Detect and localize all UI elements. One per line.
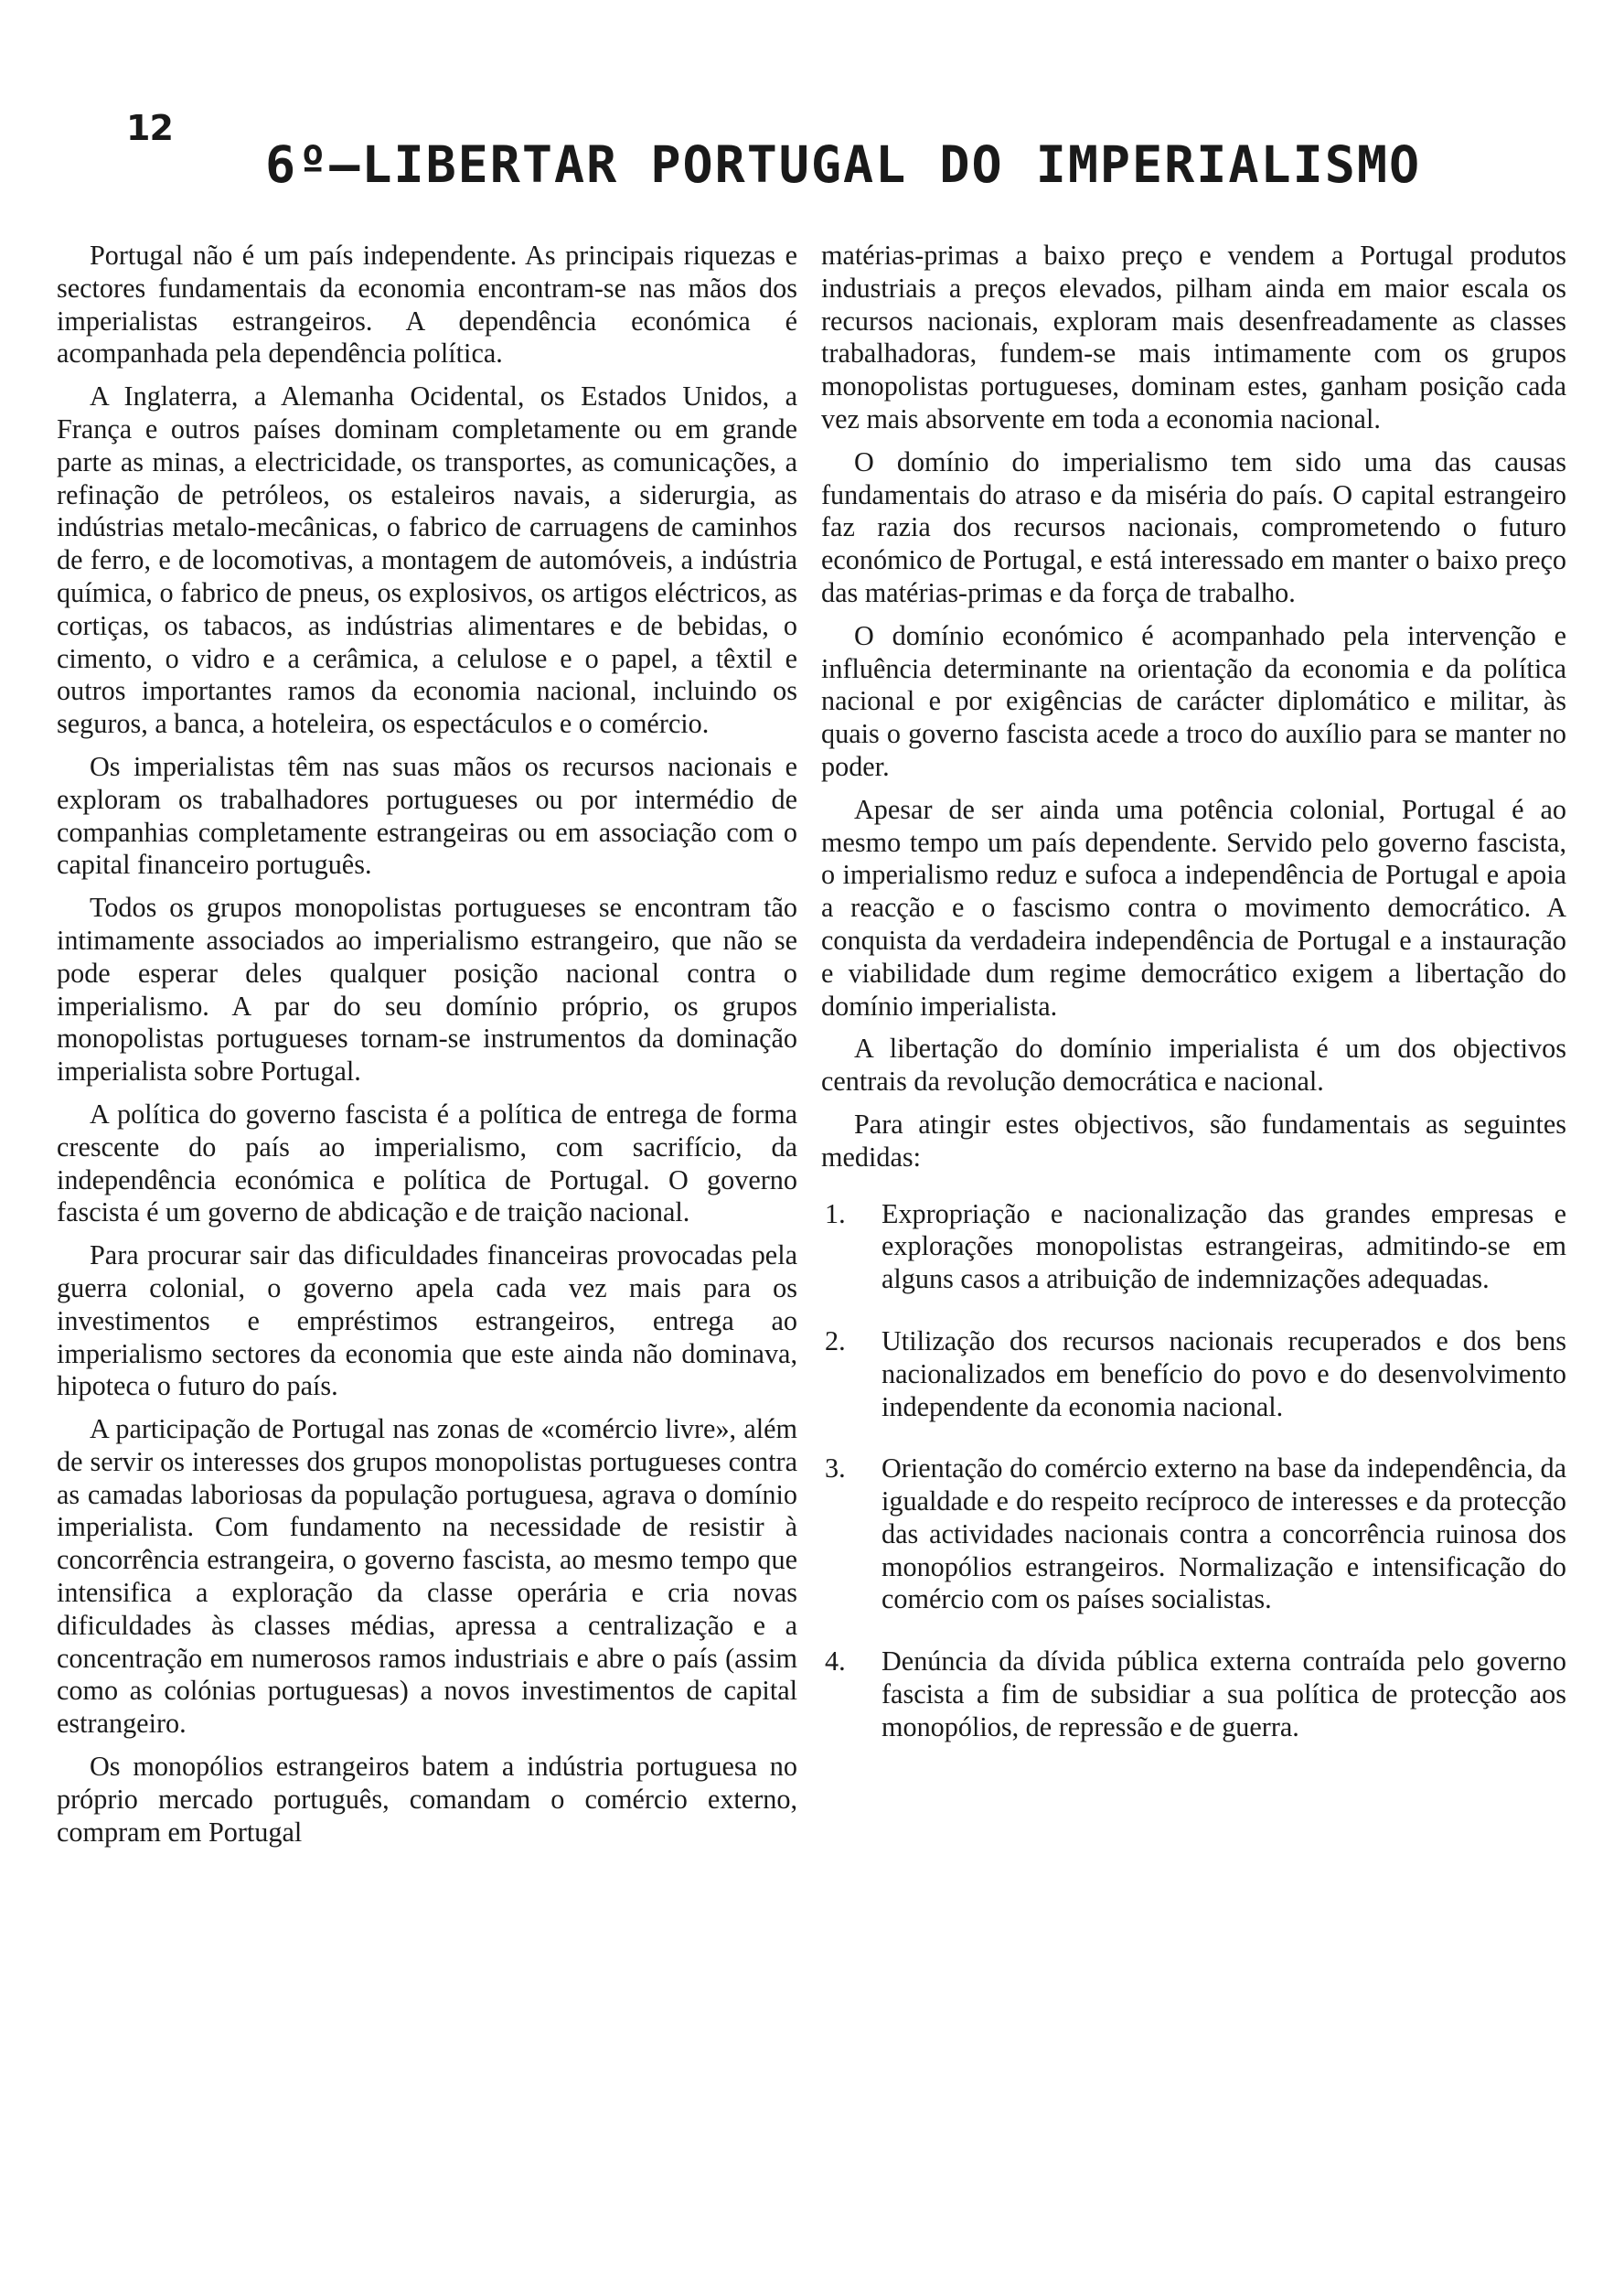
list-item-text: Denúncia da dívida pública externa contraída pelo governo fascista a fim de subsidiar a sua política de protecção aos monopólios, de repressão e de guerra. — [881, 1645, 1566, 1742]
page-title: 6º—LIBERTAR PORTUGAL DO IMPERIALISMO — [265, 135, 1422, 194]
list-item-number: 1. — [825, 1197, 846, 1229]
paragraph: A Inglaterra, a Alemanha Ocidental, os Estados Unidos, a França e outros países dominam completamente ou em grande parte as minas, a electricidade, os transportes, as comunicações, a refinação de petróleos, os estaleiros navais, a siderurgia, as indústrias metalo-mecânicas, o fabrico de carruagens de caminhos de ferro, e de locomotivas, a montagem de automóveis, a indústria química, o fabrico de pneus, os explosivos, os artigos eléctricos, as cortiças, os tabacos, as indústrias alimentares e de bebidas, o cimento, o vidro e a cerâmica, a celulose e o papel, a têxtil e outros importantes ramos da economia nacional, incluindo os seguros, a banca, a hoteleira, os espectáculos e o comércio. — [57, 380, 797, 740]
paragraph: Para procurar sair das dificuldades financeiras provocadas pela guerra colonial, o governo apela cada vez mais para os investimentos e empréstimos estrangeiros, entrega ao imperialismo sectores da economia que este ainda não dominava, hipoteca o futuro do país. — [57, 1239, 797, 1402]
list-item-text: Expropriação e nacionalização das grandes empresas e explorações monopolistas estrangeiras, admitindo-se em alguns casos a atribuição de indemnizações adequadas. — [881, 1197, 1566, 1295]
page-number: 12 — [126, 108, 173, 148]
list-item — [821, 1198, 1566, 1296]
list-item-number: 4. — [825, 1645, 846, 1677]
left-column — [57, 240, 797, 1859]
right-column — [821, 240, 1566, 1774]
paragraph: Os monopólios estrangeiros batem a indústria portuguesa no próprio mercado português, comandam o comércio externo, compram em Portugal — [57, 1751, 797, 1848]
paragraph: Para atingir estes objectivos, são fundamentais as seguintes medidas: — [821, 1108, 1566, 1173]
list-item — [821, 1325, 1566, 1423]
paragraph: matérias-primas a baixo preço e vendem a Portugal produtos industriais a preços elevados, pilham ainda em maior escala os recursos nacionais, exploram mais desenfreadamente as classes trabalhadoras, fundem-se mais intimamente com os grupos monopolistas portugueses, dominam estes, ganham posição cada vez mais absorvente em toda a economia nacional. — [821, 240, 1566, 434]
list-item-number: 3. — [825, 1452, 846, 1484]
paragraph: Portugal não é um país independente. As principais riquezas e sectores fundamentais da economia encontram-se nas mãos dos imperialistas estrangeiros. A dependência económica é acompanhada pela dependência política. — [57, 240, 797, 370]
paragraph: O domínio económico é acompanhado pela intervenção e influência determinante na orientação da economia e da política nacional e por exigências de carácter diplomático e militar, às quais o governo fascista acede a troco do auxílio para se manter no poder. — [821, 619, 1566, 782]
paragraph: Apesar de ser ainda uma potência colonial, Portugal é ao mesmo tempo um país dependente. Servido pelo governo fascista, o imperialismo reduz e sufoca a independência de Portugal e apoia a reacção e o fascismo contra o movimento democrático. A conquista da verdadeira independência de Portugal e a instauração e viabilidade dum regime democrático exigem a libertação do domínio imperialista. — [821, 793, 1566, 1022]
list-item-text: Utilização dos recursos nacionais recuperados e dos bens nacionalizados em benefício do povo e do desenvolvimento independente da economia nacional. — [881, 1324, 1566, 1422]
paragraph: A libertação do domínio imperialista é um dos objectivos centrais da revolução democrática e nacional. — [821, 1033, 1566, 1098]
list-item-text: Orientação do comércio externo na base da independência, da igualdade e do respeito recíproco de interesses e da protecção das actividades nacionais contra a concorrência ruinosa dos monopólios estrangeiros. Normalização e intensificação do comércio com os países socialistas. — [881, 1452, 1566, 1615]
paragraph: A política do governo fascista é a política de entrega de forma crescente do país ao imperialismo, com sacrifício, da independência económica e política de Portugal. O governo fascista é um governo de abdicação e de traição nacional. — [57, 1098, 797, 1228]
paragraph: Os imperialistas têm nas suas mãos os recursos nacionais e exploram os trabalhadores portugueses ou por intermédio de companhias completamente estrangeiras ou em associação com o capital financeiro português. — [57, 750, 797, 881]
list-item-number: 2. — [825, 1324, 846, 1356]
list-item — [821, 1452, 1566, 1616]
paragraph: A participação de Portugal nas zonas de «comércio livre», além de servir os interesses dos grupos monopolistas portugueses contra as camadas laboriosas da população portuguesa, agrava o domínio imperialista. Com fundamento na necessidade de resistir à concorrência estrangeira, o governo fascista, ao mesmo tempo que intensifica a exploração da classe operária e cria novas dificuldades às classes médias, apressa a centralização e a concentração em numerosos ramos industriais e abre o país (assim como as colónias portuguesas) a novos investimentos de capital estrangeiro. — [57, 1413, 797, 1740]
list-item — [821, 1645, 1566, 1743]
measures-list — [821, 1198, 1566, 1744]
paragraph: Todos os grupos monopolistas portugueses se encontram tão intimamente associados ao imperialismo estrangeiro, que não se pode esperar deles qualquer posição nacional contra o imperialismo. A par do seu domínio próprio, os grupos monopolistas portugueses tornam-se instrumentos da dominação imperialista sobre Portugal. — [57, 892, 797, 1088]
paragraph: O domínio do imperialismo tem sido uma das causas fundamentais do atraso e da miséria do país. O capital estrangeiro faz razia dos recursos nacionais, comprometendo o futuro económico de Portugal, e está interessado em manter o baixo preço das matérias-primas e da força de trabalho. — [821, 445, 1566, 608]
